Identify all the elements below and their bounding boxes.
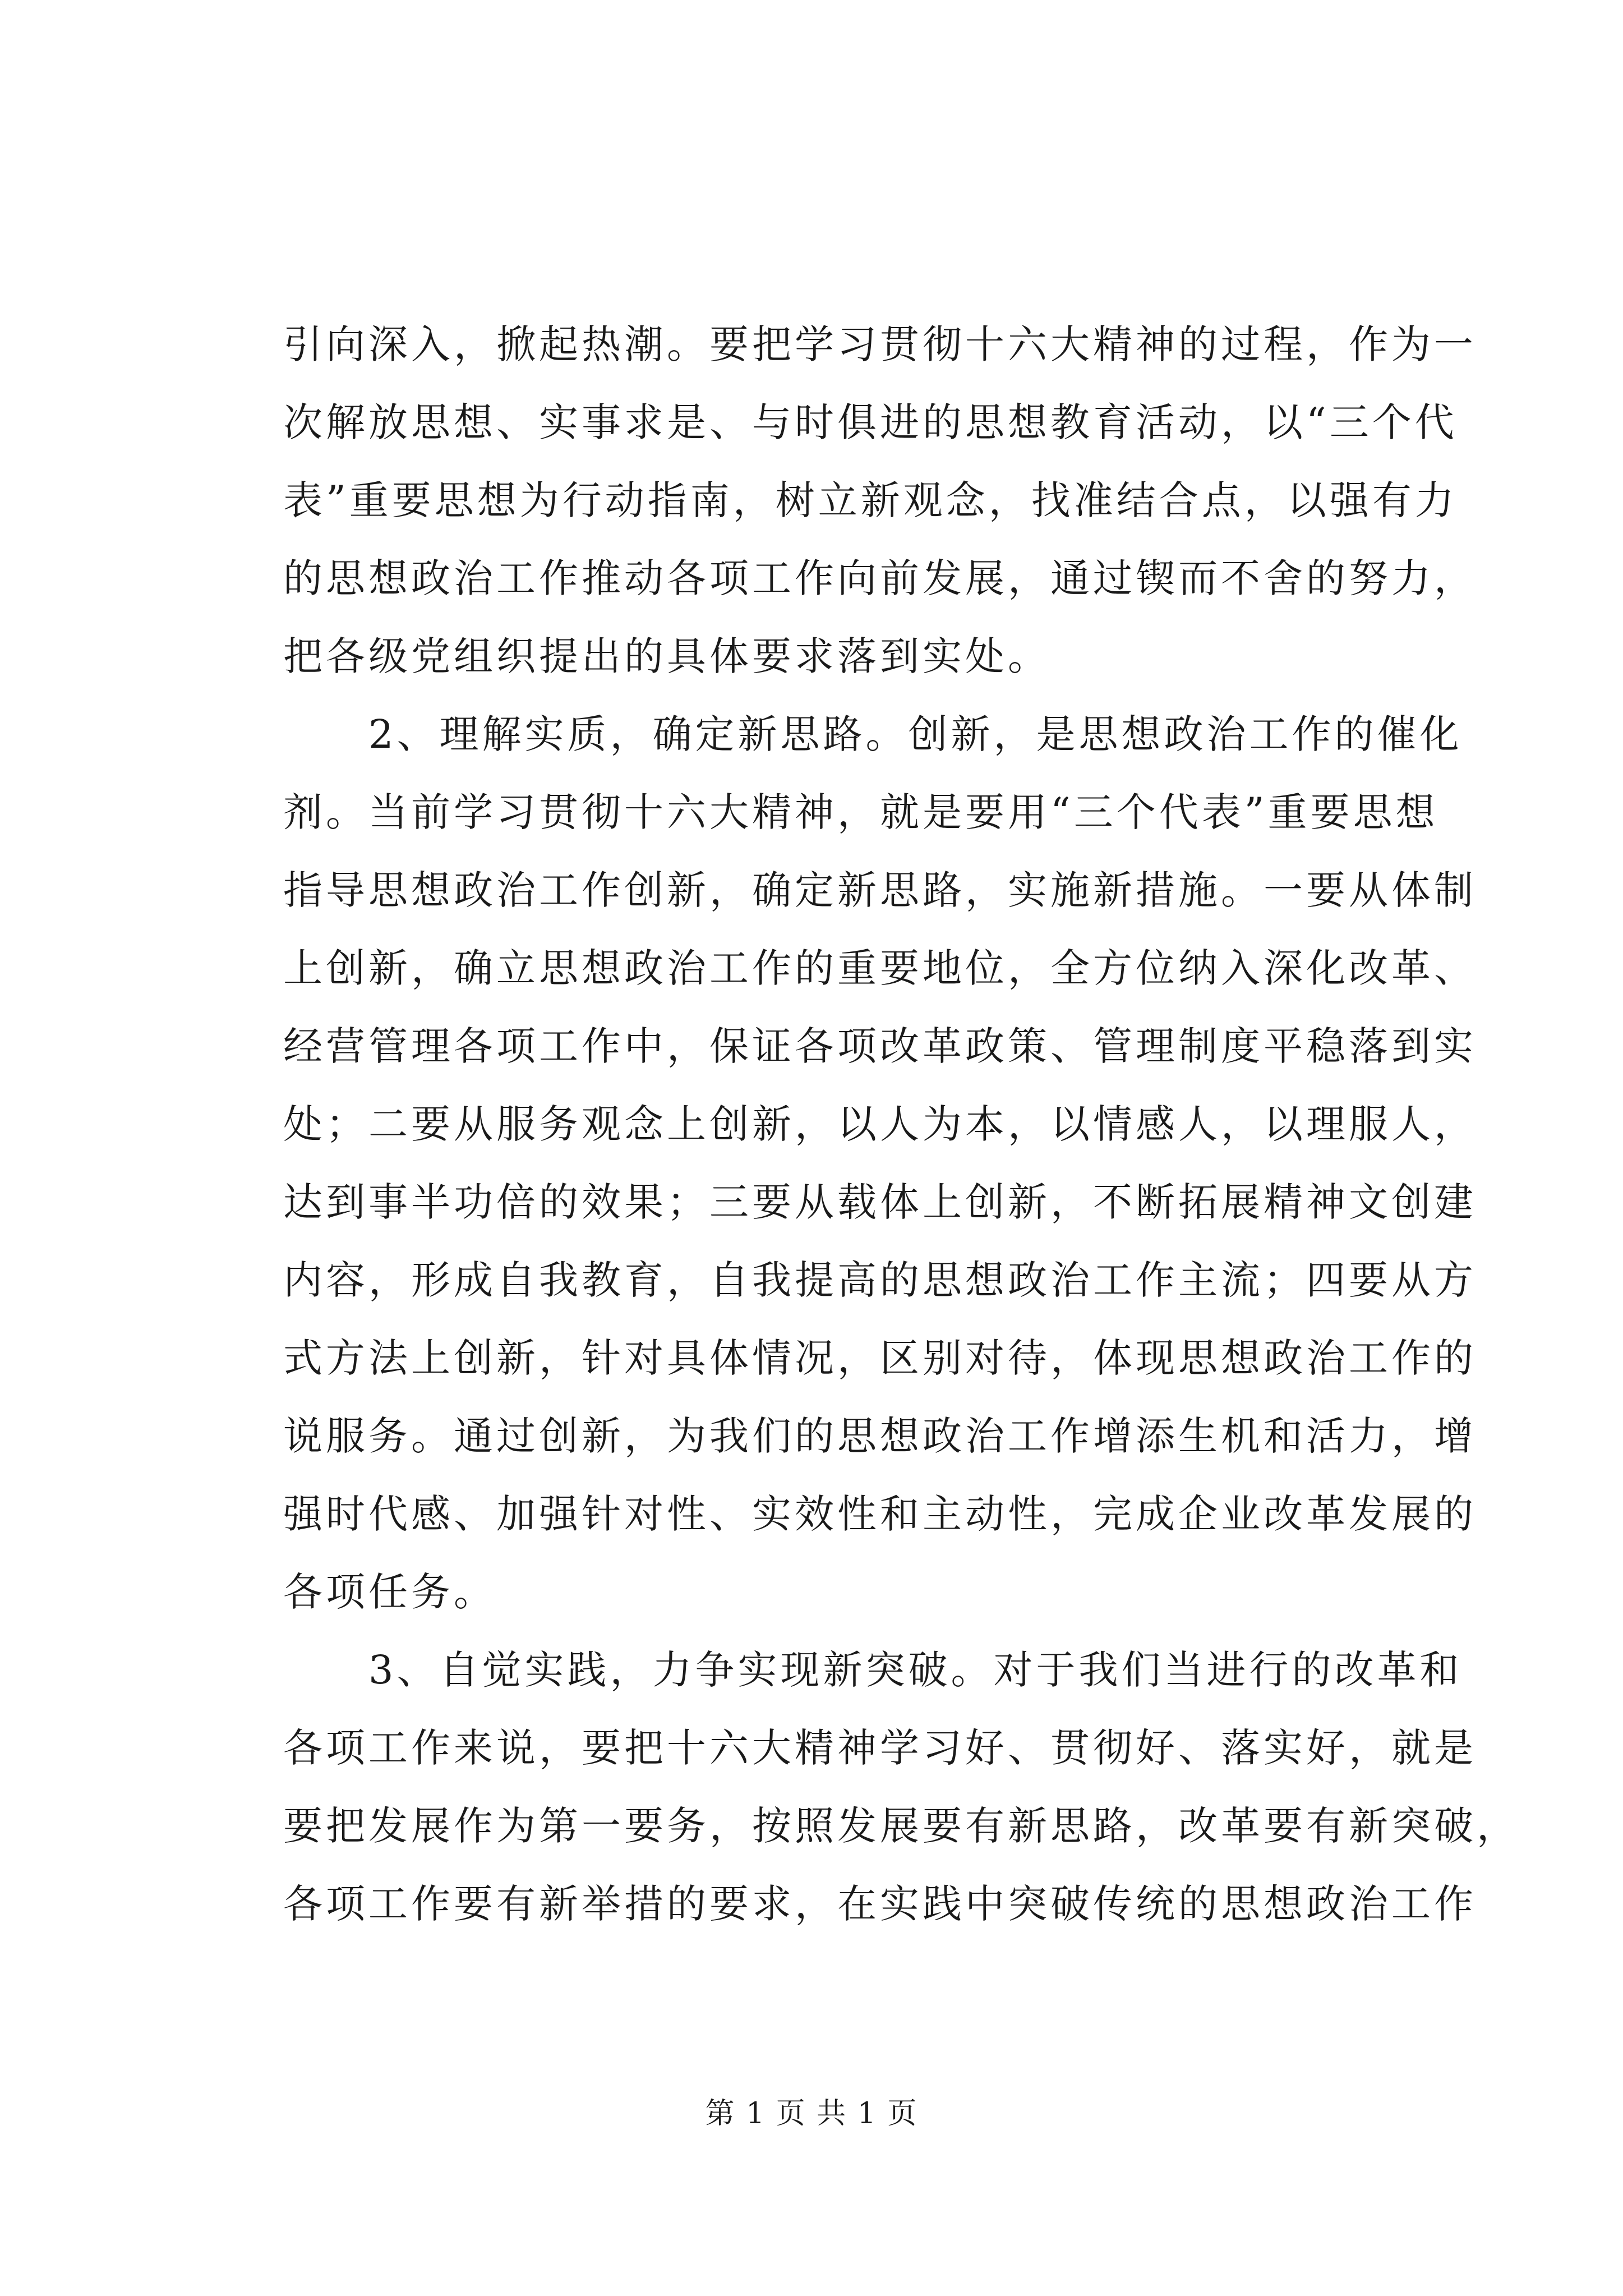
text-line: 强时代感、加强针对性、实效性和主动性，完成企业改革发展的 bbox=[283, 1491, 1477, 1537]
text-line: 把各级党组织提出的具体要求落到实处。 bbox=[283, 633, 1050, 679]
text-line: 各项任务。 bbox=[283, 1569, 496, 1615]
text-line: 上创新，确立思想政治工作的重要地位，全方位纳入深化改革、 bbox=[283, 945, 1477, 991]
text-line: 处；二要从服务观念上创新，以人为本，以情感人，以理服人， bbox=[283, 1101, 1477, 1147]
text-line: 剂。当前学习贯彻十六大精神，就是要用“三个代表”重要思想 bbox=[283, 789, 1438, 835]
text-line: 说服务。通过创新，为我们的思想政治工作增添生机和活力，增 bbox=[283, 1413, 1477, 1459]
text-line: 达到事半功倍的效果；三要从载体上创新，不断拓展精神文创建 bbox=[283, 1179, 1477, 1225]
text-line: 要把发展作为第一要务，按照发展要有新思路，改革要有新突破， bbox=[283, 1803, 1519, 1849]
paragraph-3-start: 3、自觉实践，力争实现新突破。对于我们当进行的改革和 bbox=[283, 1647, 1463, 1693]
text-line: 经营管理各项工作中，保证各项改革政策、管理制度平稳落到实 bbox=[283, 1023, 1477, 1069]
text-line: 指导思想政治工作创新，确定新思路，实施新措施。一要从体制 bbox=[283, 867, 1477, 913]
paragraph-2-start: 2、理解实质，确定新思路。创新，是思想政治工作的催化 bbox=[283, 711, 1463, 757]
page-footer: 第 1 页 共 1 页 bbox=[705, 2097, 918, 2131]
text-line: 引向深入，掀起热潮。要把学习贯彻十六大精神的过程，作为一 bbox=[283, 321, 1477, 367]
text-line: 内容，形成自我教育，自我提高的思想政治工作主流；四要从方 bbox=[283, 1257, 1477, 1303]
text-line: 式方法上创新，针对具体情况，区别对待，体现思想政治工作的 bbox=[283, 1335, 1477, 1381]
text-line: 次解放思想、实事求是、与时俱进的思想教育活动，以“三个代 bbox=[283, 399, 1458, 445]
text-line: 的思想政治工作推动各项工作向前发展，通过锲而不舍的努力， bbox=[283, 555, 1477, 601]
text-line: 各项工作来说，要把十六大精神学习好、贯彻好、落实好，就是 bbox=[283, 1725, 1477, 1771]
text-line: 表”重要思想为行动指南，树立新观念，找准结合点，以强有力 bbox=[283, 477, 1458, 523]
text-line: 各项工作要有新举措的要求，在实践中突破传统的思想政治工作 bbox=[283, 1881, 1477, 1927]
body-text bbox=[283, 306, 1519, 1943]
